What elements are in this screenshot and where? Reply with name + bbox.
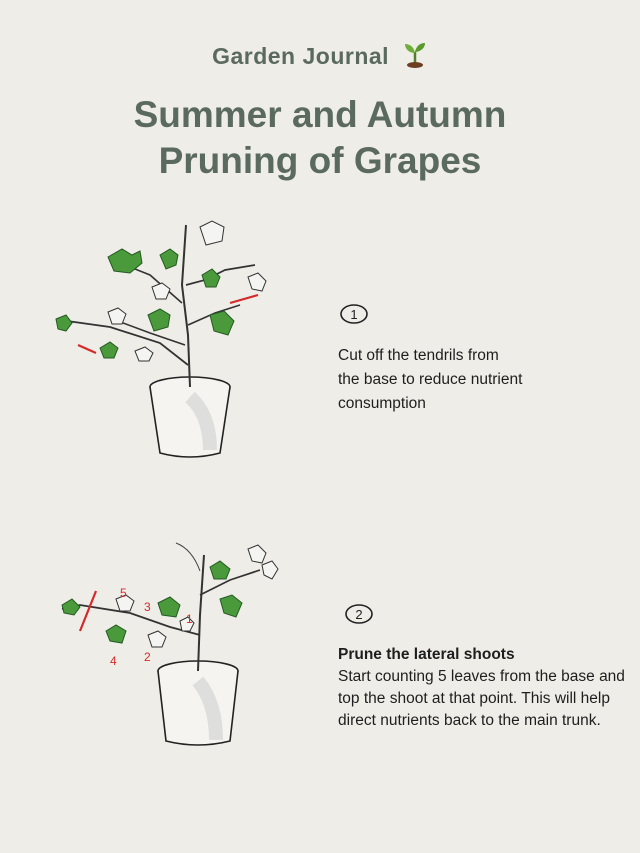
title-line-1: Summer and Autumn	[133, 94, 507, 135]
leaf-count-5: 5	[120, 586, 127, 600]
vine-illustration-step1	[40, 215, 300, 475]
seedling-icon	[402, 40, 428, 74]
journal-label	[0, 40, 640, 74]
step-2-text	[338, 644, 628, 732]
step-1-line-3: consumption	[338, 395, 426, 412]
step-1-number	[338, 302, 372, 326]
leaf-count-4: 4	[110, 654, 117, 668]
title-line-2: Pruning of Grapes	[158, 140, 482, 181]
step-1-line-2: the base to reduce nutrient	[338, 371, 523, 388]
leaf-count-3: 3	[144, 600, 151, 614]
step-2-heading: Prune the lateral shoots	[338, 646, 515, 663]
vine-illustration-step2	[40, 535, 300, 795]
step-1-number-text: 1	[350, 307, 358, 322]
leaf-count-1: 1	[186, 612, 193, 626]
leaf-count-2: 2	[144, 650, 151, 664]
page-title	[0, 92, 640, 184]
step-1-text	[338, 344, 558, 416]
step-2-body: Start counting 5 leaves from the base and top the shoot at that point. This will help direct nutrients back to the main trunk.	[338, 668, 625, 729]
step-2-number	[343, 602, 377, 626]
step-2-number-text: 2	[355, 607, 363, 622]
journal-label-text: Garden Journal	[212, 43, 390, 69]
step-1-line-1: Cut off the tendrils from	[338, 347, 499, 364]
